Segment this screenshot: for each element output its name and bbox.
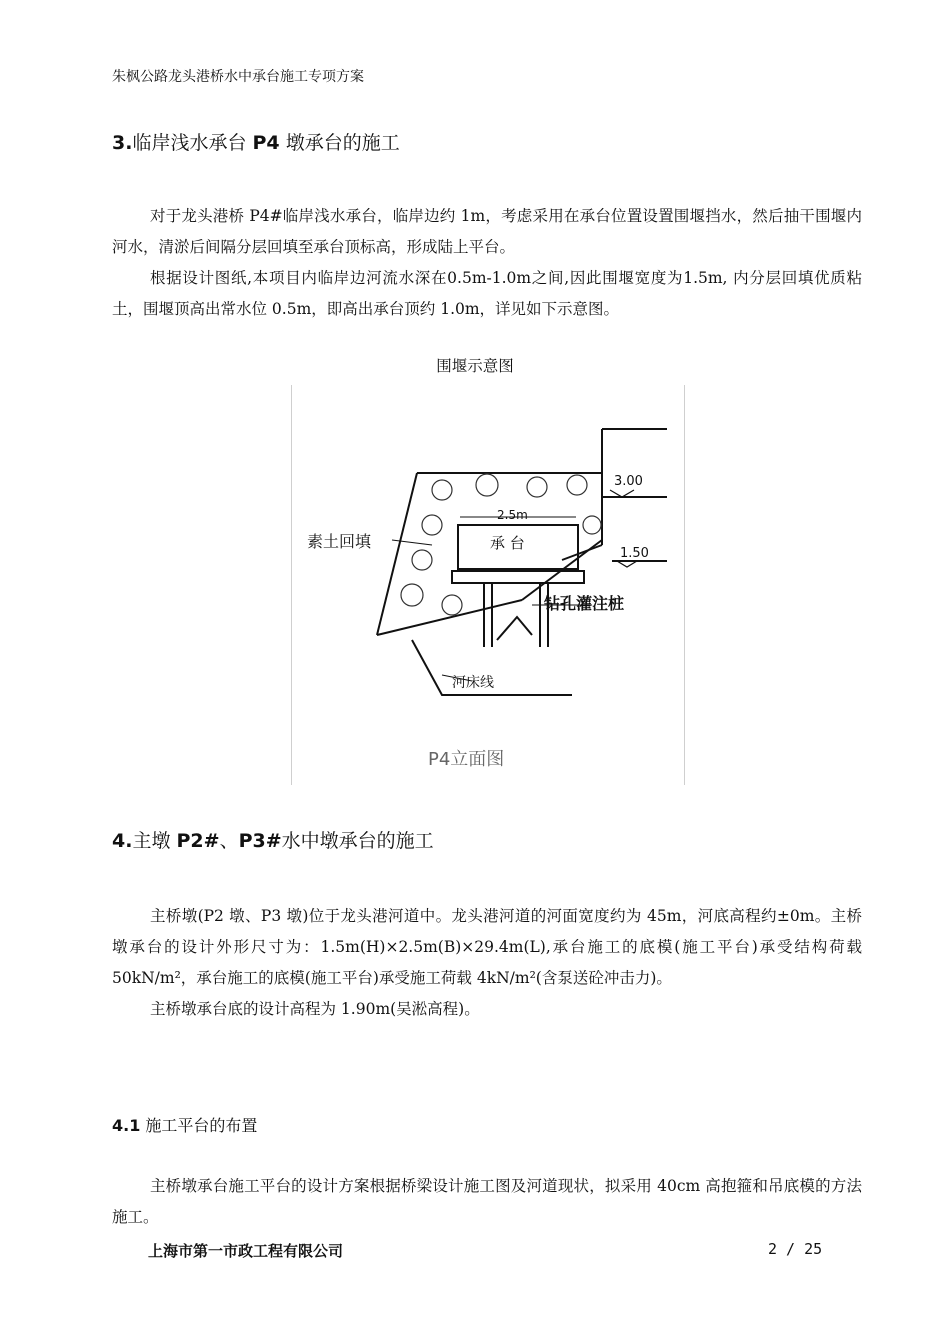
section-4-1-body [112, 1171, 862, 1233]
cap-label: 承 台 [490, 534, 525, 552]
pile-label: 钻孔灌注桩 [544, 594, 625, 613]
cofferdam-figure [291, 385, 685, 785]
section-4-1-heading: 4.1 施工平台的布置 [112, 1116, 258, 1135]
riverbed-label: 河床线 [452, 675, 494, 691]
cofferdam-diagram [292, 385, 684, 785]
footer-company: 上海市第一市政工程有限公司 [148, 1242, 344, 1260]
paragraph: 主桥墩(P2 墩、P3 墩)位于龙头港河道中。龙头港河道的河面宽度约为 45m，河底高程约±0m。主桥墩承台的设计外形尺寸为：1.5m(H)×2.5m(B)×29.4m(L),承台施工的底模(施工平台)承受结构荷载50kN/m²，承台施工的底模(施工平台)承受施工荷载 4kN/m²(含泵送砼冲击力)。 [112, 907, 862, 987]
section-3-heading: 3.临岸浅水承台 P4 墩承台的施工 [112, 132, 400, 154]
view-label: P4立面图 [428, 749, 505, 770]
figure-caption: 围堰示意图 [436, 357, 514, 375]
width-label: 2.5m [497, 508, 528, 522]
section-4-body [112, 901, 862, 1025]
paragraph: 主桥墩承台施工平台的设计方案根据桥梁设计施工图及河道现状，拟采用 40cm 高抱箍和吊底模的方法施工。 [112, 1177, 862, 1226]
fill-label: 素土回填 [307, 532, 372, 551]
paragraph: 对于龙头港桥 P4#临岸浅水承台，临岸边约 1m，考虑采用在承台位置设置围堰挡水，然后抽干围堰内河水，清淤后间隔分层回填至承台顶标高，形成陆上平台。 [112, 207, 862, 256]
paragraph: 根据设计图纸,本项目内临岸边河流水深在0.5m-1.0m之间,因此围堰宽度为1.5m, 内分层回填优质粘土，围堰顶高出常水位 0.5m，即高出承台顶约 1.0m，详见如下示意图。 [112, 269, 862, 318]
paragraph: 主桥墩承台底的设计高程为 1.90m(吴淞高程)。 [150, 1000, 480, 1018]
section-4-heading: 4.主墩 P2#、P3#水中墩承台的施工 [112, 830, 434, 852]
footer-page-number: 2 / 25 [768, 1240, 823, 1258]
section-3-body [112, 201, 862, 325]
level-high-label: 3.00 [614, 474, 643, 489]
level-low-label: 1.50 [620, 546, 649, 561]
running-header: 朱枫公路龙头港桥水中承台施工专项方案 [112, 69, 364, 85]
